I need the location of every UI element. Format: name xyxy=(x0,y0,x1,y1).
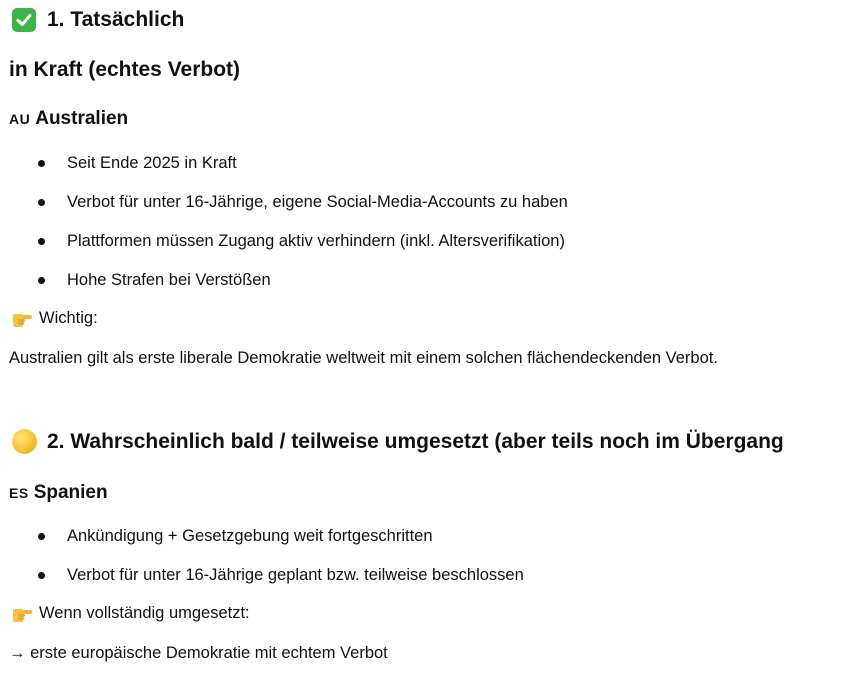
section2-heading-text: 2. Wahrscheinlich bald / teilweise umgesetzt (aber teils noch im Übergang xyxy=(47,429,784,453)
list-item xyxy=(0,230,862,252)
check-mark-button-icon xyxy=(12,8,36,32)
pointing-right-hand-icon xyxy=(11,605,33,623)
note-label: Wichtig: xyxy=(39,309,98,327)
yellow-circle-icon xyxy=(12,429,37,454)
list-item-text: Ankündigung + Gesetzgebung weit fortgeschritten xyxy=(67,527,433,545)
section1-heading-continued: in Kraft (echtes Verbot) xyxy=(9,58,241,81)
list-item-text: Hohe Strafen bei Verstößen xyxy=(67,271,271,289)
bullet-icon xyxy=(38,277,45,284)
section1-heading xyxy=(12,8,184,32)
bullet-icon xyxy=(38,533,45,540)
pointing-right-hand-icon xyxy=(11,310,33,328)
bullet-icon xyxy=(38,238,45,245)
note-if-implemented xyxy=(11,604,250,623)
flag-code: ES xyxy=(9,485,29,501)
section2-heading xyxy=(12,429,784,454)
list-item xyxy=(0,152,862,174)
list-item xyxy=(0,269,862,291)
bullet-icon xyxy=(38,572,45,579)
section1-heading-text: 1. Tatsächlich xyxy=(47,8,185,31)
list-item-text: Verbot für unter 16-Jährige, eigene Social-Media-Accounts zu haben xyxy=(67,193,568,211)
country-heading-spain xyxy=(9,482,108,504)
country-name: Australien xyxy=(35,108,129,129)
country-name: Spanien xyxy=(33,482,108,503)
list-item xyxy=(0,191,862,213)
note-label: Wenn vollständig umgesetzt: xyxy=(39,604,250,622)
note-important xyxy=(11,309,98,328)
list-item-text: Plattformen müssen Zugang aktiv verhindern (inkl. Altersverifikation) xyxy=(67,232,565,250)
note-paragraph: Australien gilt als erste liberale Demokratie weltweit mit einem solchen flächendeckenden Verbot. xyxy=(9,349,718,367)
bullet-icon xyxy=(38,199,45,206)
list-item xyxy=(0,525,862,547)
flag-code: AU xyxy=(9,111,31,127)
list-item-text: Seit Ende 2025 in Kraft xyxy=(67,154,237,172)
list-item xyxy=(0,564,862,586)
country-heading-australia xyxy=(9,108,128,130)
list-item-text: Verbot für unter 16-Jährige geplant bzw. teilweise beschlossen xyxy=(67,566,524,584)
note-paragraph: → erste europäische Demokratie mit echtem Verbot xyxy=(9,644,388,662)
bullet-icon xyxy=(38,160,45,167)
